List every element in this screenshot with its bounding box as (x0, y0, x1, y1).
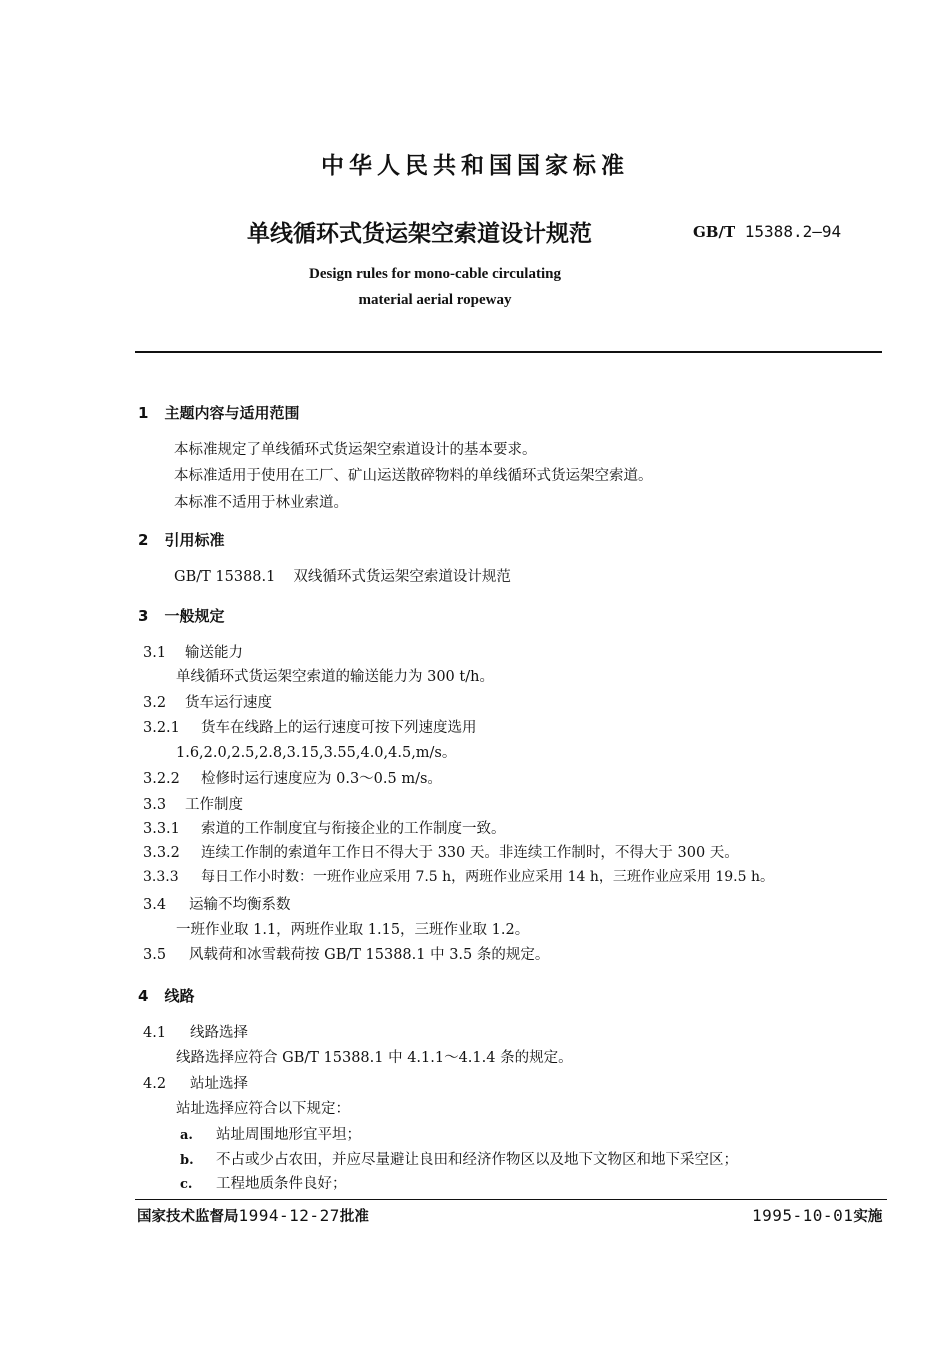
clause-number: 3.2.1 (143, 720, 180, 736)
clause-3-3-3 (143, 866, 774, 886)
clause-number: 3.5 (143, 947, 167, 963)
clause-number: 3.3 (143, 797, 167, 813)
s1-paragraph-3: 本标准不适用于林业索道。 (174, 495, 348, 511)
clause-number: 3.3.1 (143, 821, 180, 837)
footer-divider (135, 1199, 887, 1200)
reference-code: GB/T 15388.1 (174, 569, 276, 585)
clause-number: 4.2 (143, 1076, 167, 1092)
clause-text: 检修时运行速度应为 0.3～0.5 m/s。 (201, 771, 442, 787)
list-item-c (180, 1172, 347, 1193)
clause-title: 运输不均衡系数 (189, 897, 291, 913)
approve-date: 1994-12-27 (238, 1206, 340, 1225)
reference-title: 双线循环式货运架空索道设计规范 (293, 569, 511, 585)
clause-3-2-1 (143, 716, 477, 737)
implementation-word: 实施 (853, 1209, 883, 1225)
clause-text: 索道的工作制度宜与衔接企业的工作制度一致。 (201, 821, 506, 837)
clause-3-3-1 (143, 817, 506, 838)
clause-number: 4.1 (143, 1025, 167, 1041)
approve-word: 批准 (339, 1209, 369, 1225)
document-title: 单线循环式货运架空索道设计规范 (247, 221, 592, 247)
reference-standard (174, 565, 511, 586)
standard-number (693, 222, 841, 241)
list-item-b (180, 1148, 738, 1169)
implementation-info (752, 1205, 882, 1226)
clause-4-2 (143, 1072, 248, 1093)
list-label: b. (180, 1153, 194, 1168)
section-number: 4 (138, 987, 149, 1005)
clause-text: 每日工作小时数：一班作业应采用 7.5 h，两班作业应采用 14 h，三班作业应采用 19.5 h。 (201, 869, 774, 885)
list-text: 不占或少占农田，并应尽量避让良田和经济作物区以及地下文物区和地下采空区； (216, 1152, 738, 1168)
approver: 国家技术监督局 (137, 1209, 239, 1225)
clause-text: 货车在线路上的运行速度可按下列速度选用 (201, 720, 477, 736)
section-title: 线路 (164, 987, 195, 1005)
section-title: 一般规定 (164, 607, 225, 625)
clause-number: 3.3.2 (143, 845, 180, 861)
english-title-line1: Design rules for mono-cable circulating (309, 266, 561, 282)
clause-3-4-text: 一班作业取 1.1，两班作业取 1.15，三班作业取 1.2。 (176, 922, 530, 938)
clause-number: 3.3.3 (143, 869, 179, 885)
clause-3-3-2 (143, 841, 739, 862)
clause-number: 3.4 (143, 897, 167, 913)
list-item-a (180, 1123, 361, 1144)
section-title: 引用标准 (164, 531, 225, 549)
clause-number: 3.2.2 (143, 771, 180, 787)
standard-code: 15388.2—94 (744, 222, 842, 241)
clause-3-1-text: 单线循环式货运架空索道的输送能力为 300 t/h。 (176, 669, 494, 685)
clause-3-1 (143, 641, 243, 662)
standard-prefix: GB/T (693, 223, 736, 241)
clause-text: 风载荷和冰雪载荷按 GB/T 15388.1 中 3.5 条的规定。 (189, 947, 550, 963)
speed-values: 1.6,2.0,2.5,2.8,3.15,3.55,4.0,4.5,m/s。 (176, 745, 457, 761)
english-title-line2: material aerial ropeway (358, 292, 512, 308)
list-label: a. (180, 1128, 193, 1143)
clause-4-2-text: 站址选择应符合以下规定： (176, 1101, 350, 1117)
clause-3-5 (143, 943, 549, 964)
implementation-date: 1995-10-01 (752, 1206, 854, 1225)
section-number: 1 (138, 404, 149, 422)
clause-title: 线路选择 (190, 1025, 248, 1041)
s1-paragraph-2: 本标准适用于使用在工厂、矿山运送散碎物料的单线循环式货运架空索道。 (174, 468, 653, 484)
clause-text: 连续工作制的索道年工作日不得大于 330 天。非连续工作制时，不得大于 300 天。 (201, 845, 739, 861)
clause-title: 站址选择 (190, 1076, 248, 1092)
s1-paragraph-1: 本标准规定了单线循环式货运架空索道设计的基本要求。 (174, 442, 537, 458)
section-title: 主题内容与适用范围 (164, 404, 300, 422)
list-text: 站址周围地形宜平坦； (216, 1127, 361, 1143)
clause-title: 货车运行速度 (185, 695, 272, 711)
clause-number: 3.1 (143, 645, 167, 661)
list-label: c. (180, 1177, 193, 1192)
clause-4-1-text: 线路选择应符合 GB/T 15388.1 中 4.1.1～4.1.4 条的规定。 (176, 1050, 573, 1066)
section-4-heading (138, 985, 194, 1006)
national-standard-heading: 中华人民共和国国家标准 (321, 153, 629, 179)
clause-3-2 (143, 691, 272, 712)
section-1-heading (138, 402, 299, 423)
section-3-heading (138, 605, 224, 626)
clause-3-2-2 (143, 767, 442, 788)
list-text: 工程地质条件良好； (216, 1176, 347, 1192)
clause-3-4 (143, 893, 291, 914)
section-2-heading (138, 529, 224, 550)
section-number: 2 (138, 531, 149, 549)
approval-info (137, 1205, 369, 1226)
clause-4-1 (143, 1021, 248, 1042)
clause-number: 3.2 (143, 695, 167, 711)
section-number: 3 (138, 607, 149, 625)
clause-title: 工作制度 (185, 797, 243, 813)
header-divider (135, 351, 882, 353)
clause-title: 输送能力 (185, 645, 243, 661)
clause-3-3 (143, 793, 243, 814)
